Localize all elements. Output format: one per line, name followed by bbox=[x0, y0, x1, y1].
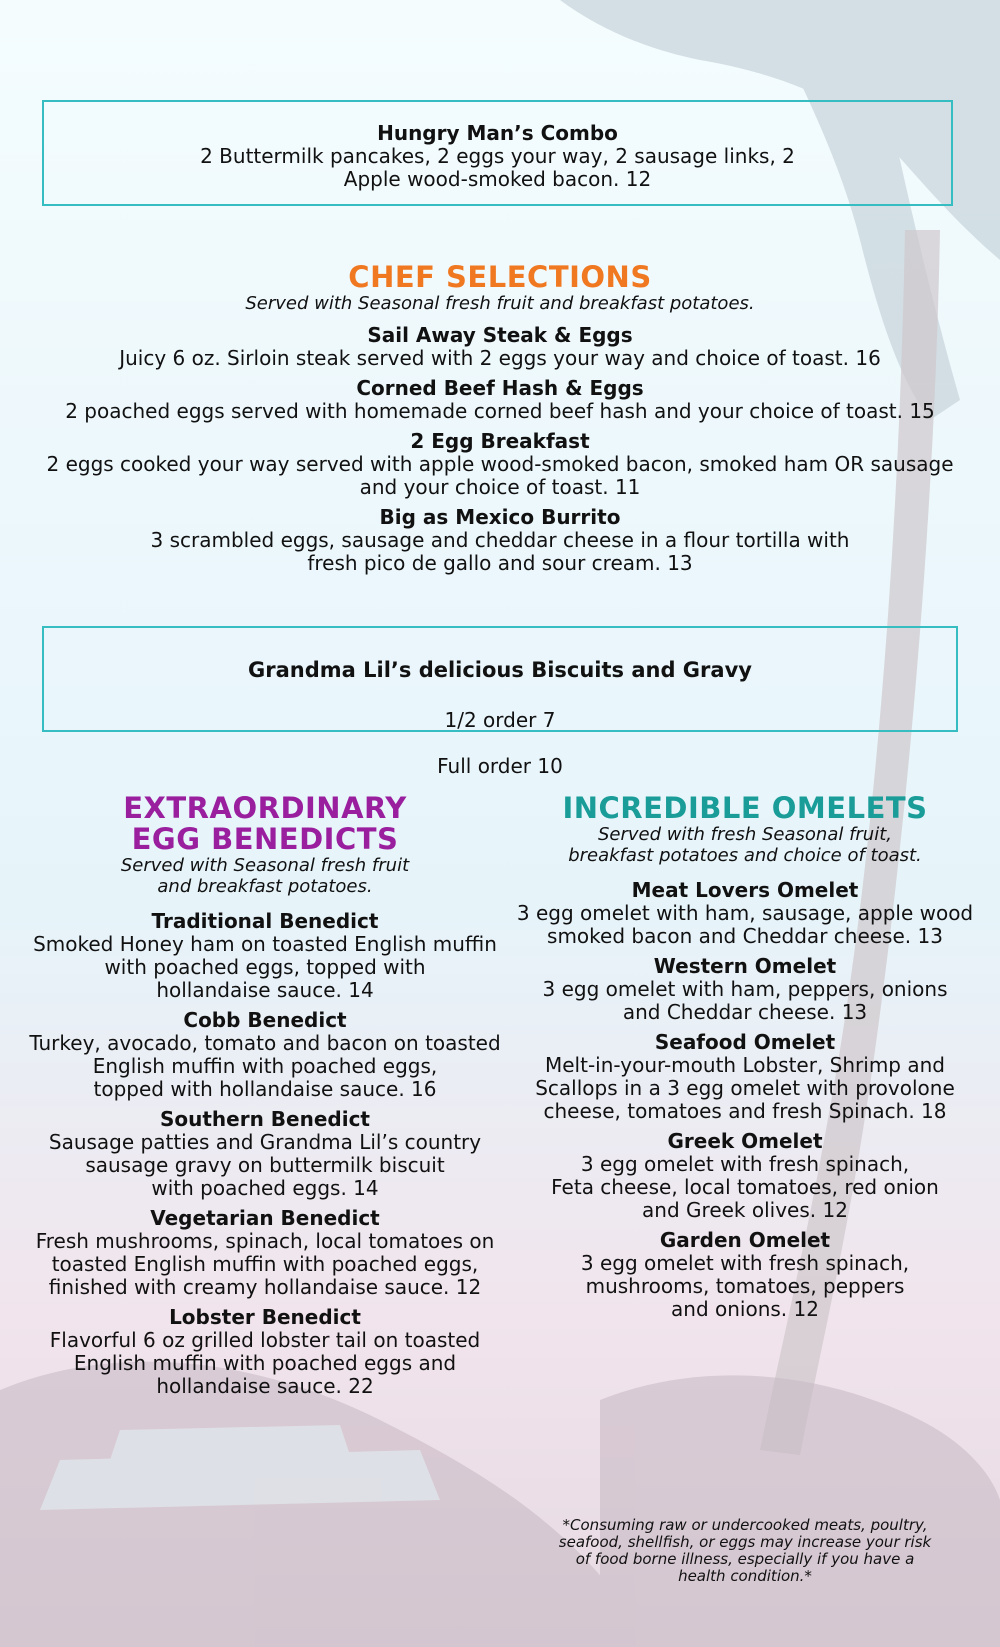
item-description: 3 scrambled eggs, sausage and cheddar cheese in a flour tortilla with fresh pico de gallo and sour cream. 13 bbox=[150, 528, 850, 575]
item-name: Garden Omelet bbox=[659, 1228, 831, 1252]
item-name: Lobster Benedict bbox=[169, 1305, 361, 1329]
item-name: Traditional Benedict bbox=[151, 909, 379, 933]
menu-item bbox=[20, 376, 980, 423]
combo-description: 2 Buttermilk pancakes, 2 eggs your way, 2 sausage links, 2 Apple wood-smoked bacon. 12 bbox=[200, 144, 795, 191]
chef-selections-section bbox=[20, 262, 980, 581]
chef-selections-heading: CHEF SELECTIONS bbox=[348, 260, 652, 294]
menu-item bbox=[25, 1305, 505, 1398]
item-description: 3 egg omelet with fresh spinach, mushrooms, tomatoes, peppers and onions. 12 bbox=[580, 1251, 910, 1321]
menu-item bbox=[515, 878, 975, 948]
menu-item bbox=[20, 505, 980, 575]
omelets-section bbox=[515, 793, 975, 1327]
item-name: Southern Benedict bbox=[159, 1107, 370, 1131]
omelets-heading: INCREDIBLE OMELETS bbox=[562, 791, 928, 825]
item-name: 2 Egg Breakfast bbox=[410, 429, 590, 453]
item-description: 2 poached eggs served with homemade corned beef hash and your choice of toast. 15 bbox=[65, 399, 935, 423]
menu-item bbox=[515, 1030, 975, 1123]
item-description: Turkey, avocado, tomato and bacon on toasted English muffin with poached eggs, topped with hollandaise sauce. 16 bbox=[29, 1031, 501, 1101]
item-name: Seafood Omelet bbox=[654, 1030, 836, 1054]
item-description: 2 eggs cooked your way served with apple wood-smoked bacon, smoked ham OR sausage and your choice of toast. 11 bbox=[46, 452, 954, 499]
combo-name: Hungry Man’s Combo bbox=[377, 121, 618, 145]
half-order-price: 1/2 order 7 bbox=[444, 708, 556, 732]
menu-item bbox=[20, 323, 980, 370]
item-description: Flavorful 6 oz grilled lobster tail on toasted English muffin with poached eggs and hollandaise sauce. 22 bbox=[49, 1328, 481, 1398]
item-name: Sail Away Steak & Eggs bbox=[367, 323, 633, 347]
biscuits-name: Grandma Lil’s delicious Biscuits and Gravy bbox=[248, 658, 752, 682]
full-order-price: Full order 10 bbox=[437, 754, 563, 778]
menu-item bbox=[515, 1228, 975, 1321]
item-name: Greek Omelet bbox=[667, 1129, 823, 1153]
benedicts-heading: EXTRAORDINARY EGG BENEDICTS bbox=[123, 791, 407, 856]
item-description: 3 egg omelet with ham, peppers, onions and Cheddar cheese. 13 bbox=[542, 977, 948, 1024]
chef-selections-subtitle: Served with Seasonal fresh fruit and breakfast potatoes. bbox=[245, 293, 755, 314]
item-description: Juicy 6 oz. Sirloin steak served with 2 eggs your way and choice of toast. 16 bbox=[119, 346, 881, 370]
biscuits-prices bbox=[44, 686, 956, 778]
menu-item bbox=[515, 1129, 975, 1222]
benedicts-subtitle: Served with Seasonal fresh fruit and breakfast potatoes. bbox=[120, 855, 410, 897]
menu-item bbox=[25, 1107, 505, 1200]
item-name: Meat Lovers Omelet bbox=[631, 878, 859, 902]
item-description: 3 egg omelet with ham, sausage, apple wood smoked bacon and Cheddar cheese. 13 bbox=[516, 901, 974, 948]
food-safety-disclaimer: *Consuming raw or undercooked meats, poultry, seafood, shellfish, or eggs may increase your risk of food borne illness, especially if you have a health condition.* bbox=[558, 1516, 932, 1585]
menu-item bbox=[515, 954, 975, 1024]
item-name: Vegetarian Benedict bbox=[150, 1206, 380, 1230]
item-name: Corned Beef Hash & Eggs bbox=[356, 376, 644, 400]
menu-item bbox=[25, 1206, 505, 1299]
item-description: 3 egg omelet with fresh spinach, Feta cheese, local tomatoes, red onion and Greek olives. 12 bbox=[551, 1152, 939, 1222]
item-description: Melt-in-your-mouth Lobster, Shrimp and Scallops in a 3 egg omelet with provolone cheese, tomatoes and fresh Spinach. 18 bbox=[535, 1053, 955, 1123]
menu-item bbox=[25, 1008, 505, 1101]
biscuits-box bbox=[42, 626, 958, 778]
item-description: Sausage patties and Grandma Lil’s country sausage gravy on buttermilk biscuit with poached eggs. 14 bbox=[48, 1130, 482, 1200]
benedicts-section bbox=[25, 793, 505, 1404]
item-description: Fresh mushrooms, spinach, local tomatoes on toasted English muffin with poached eggs, finished with creamy hollandaise sauce. 12 bbox=[35, 1229, 495, 1299]
item-name: Cobb Benedict bbox=[183, 1008, 347, 1032]
item-name: Western Omelet bbox=[653, 954, 837, 978]
menu-item bbox=[20, 429, 980, 499]
item-description: Smoked Honey ham on toasted English muffin with poached eggs, topped with hollandaise sauce. 14 bbox=[33, 932, 497, 1002]
omelets-subtitle: Served with fresh Seasonal fruit, breakfast potatoes and choice of toast. bbox=[568, 824, 922, 866]
combo-box bbox=[42, 100, 953, 206]
item-name: Big as Mexico Burrito bbox=[379, 505, 621, 529]
menu-item bbox=[25, 909, 505, 1002]
